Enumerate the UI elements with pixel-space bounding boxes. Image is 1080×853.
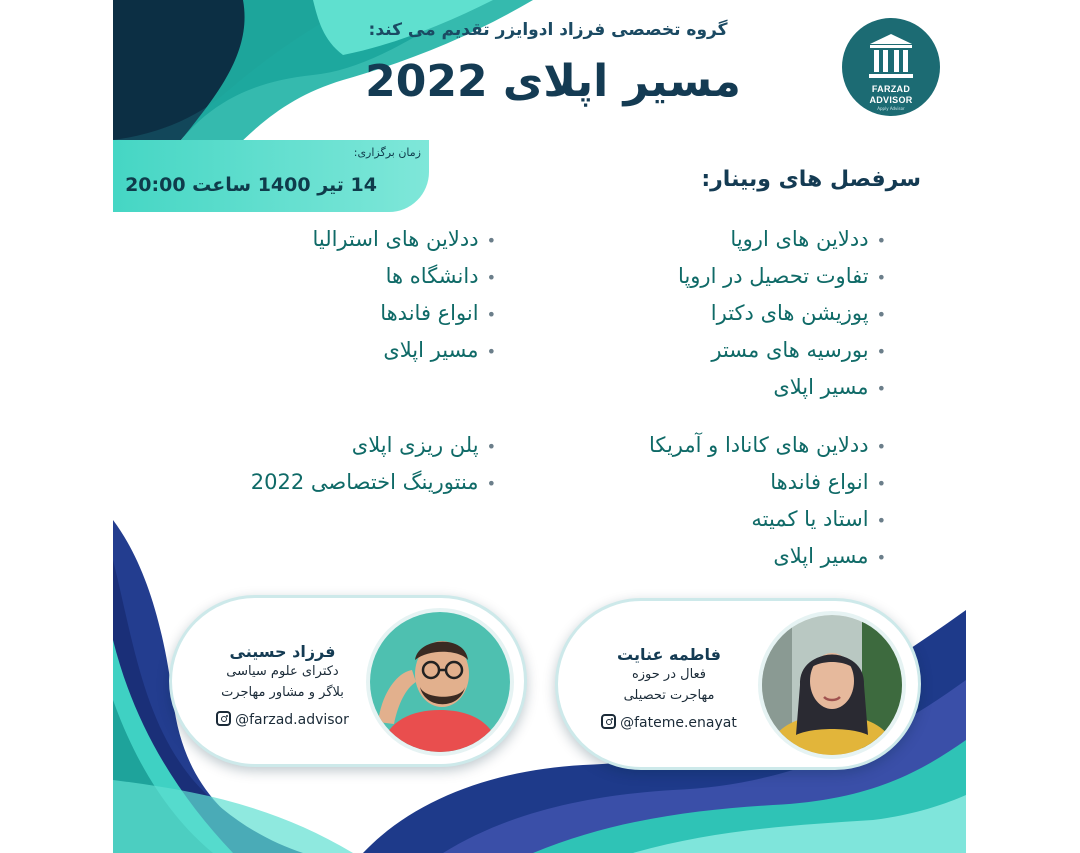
speaker-role: مهاجرت تحصیلی	[623, 688, 715, 703]
speaker-photo	[758, 611, 906, 759]
list-item: •ددلاین های کانادا و آمریکا	[648, 433, 886, 457]
list-item: •پلن ریزی اپلای	[351, 433, 496, 457]
logo-tagline: Apply Advisor	[877, 106, 905, 111]
list-item: •انواع فاندها	[770, 470, 886, 494]
topic-list-europe	[678, 221, 886, 406]
logo-name: FARZAD ADVISOR	[869, 84, 913, 105]
list-item: •انواع فاندها	[380, 301, 496, 325]
man-portrait-icon	[370, 612, 510, 752]
speaker-name: فرزاد حسینی	[229, 642, 336, 661]
speaker-name: فاطمه عنایت	[617, 645, 721, 664]
schedule-value: 14 تیر 1400 ساعت 20:00	[125, 174, 377, 196]
list-item: •مسیر اپلای	[383, 338, 496, 362]
list-item: •مسیر اپلای	[773, 544, 886, 568]
topic-list-australia	[312, 221, 496, 369]
list-item: •پوزیشن های دکترا	[710, 301, 886, 325]
list-item: •منتورینگ اختصاصی 2022	[250, 470, 496, 494]
woman-portrait-icon	[762, 615, 902, 755]
farzad-advisor-logo	[842, 18, 940, 116]
presenter-subtitle: گروه تخصصی فرزاد ادوایزر تقدیم می کند:	[368, 20, 728, 40]
speaker-photo	[366, 608, 514, 756]
schedule-label: زمان برگزاری:	[353, 146, 421, 159]
instagram-icon	[216, 711, 231, 726]
list-item: •بورسیه های مستر	[711, 338, 886, 362]
speaker-card-farzad	[169, 595, 527, 767]
instagram-icon	[601, 714, 616, 729]
list-item: •تفاوت تحصیل در اروپا	[678, 264, 886, 288]
list-item: •ددلاین های اروپا	[730, 227, 886, 251]
speaker-info	[190, 598, 375, 728]
schedule-box	[113, 140, 429, 212]
speaker-title: فعال در حوزه	[631, 667, 707, 682]
list-item: •مسیر اپلای	[773, 375, 886, 399]
speaker-card-fateme	[555, 598, 921, 770]
instagram-handle[interactable]: @farzad.advisor	[190, 711, 375, 728]
webinar-poster	[113, 0, 966, 853]
list-item: •ددلاین های استرالیا	[312, 227, 496, 251]
instagram-handle[interactable]: @fateme.enayat	[576, 714, 762, 731]
speaker-title: دکترای علوم سیاسی	[226, 664, 339, 679]
topics-heading: سرفصل های وبینار:	[701, 167, 921, 192]
topic-list-planning	[251, 427, 496, 501]
list-item: •استاد یا کمیته	[751, 507, 886, 531]
speaker-info	[576, 601, 762, 731]
building-icon	[868, 32, 914, 80]
list-item: •دانشگاه ها	[385, 264, 496, 288]
page-title: مسیر اپلای 2022	[365, 56, 741, 107]
topic-list-canada-usa	[649, 427, 886, 575]
speaker-role: بلاگر و مشاور مهاجرت	[221, 685, 344, 700]
